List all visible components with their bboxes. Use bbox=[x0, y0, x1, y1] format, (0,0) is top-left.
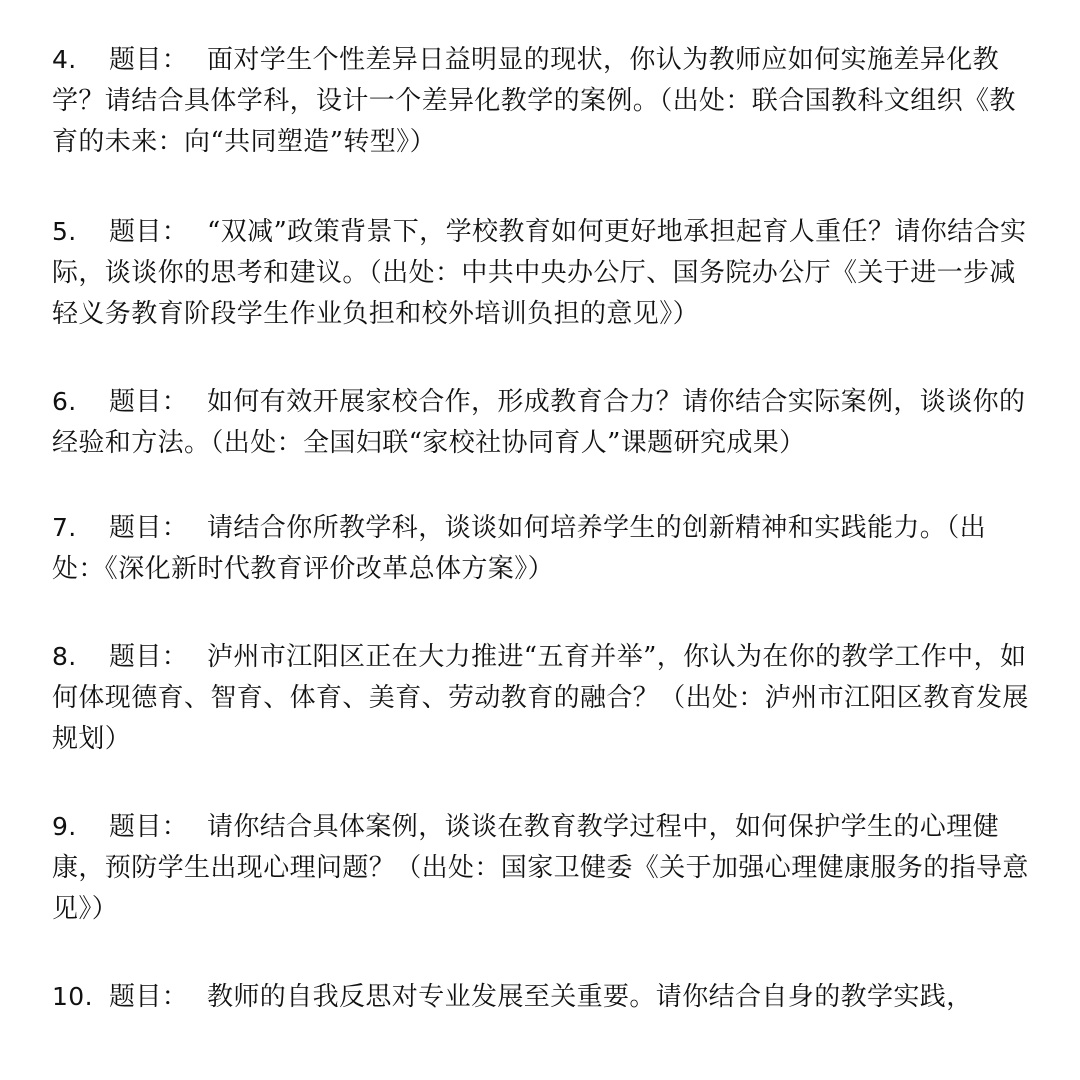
question-7 bbox=[52, 507, 1037, 590]
question-10 bbox=[52, 976, 1037, 1018]
question-number: 10. bbox=[52, 982, 93, 1011]
question-9 bbox=[52, 806, 1037, 930]
question-number: 7. bbox=[52, 513, 77, 542]
question-text: 泸州市江阳区正在大力推进“五育并举”，你认为在你的教学工作中，如何体现德育、智育、体育、美育、劳动教育的融合？（出处：泸州市江阳区教育发展规划） bbox=[52, 642, 1029, 754]
question-8 bbox=[52, 636, 1037, 760]
question-number: 6. bbox=[52, 387, 77, 416]
question-label: 题目： bbox=[109, 45, 189, 75]
question-text: 教师的自我反思对专业发展至关重要。请你结合自身的教学实践， bbox=[207, 982, 973, 1012]
question-4 bbox=[52, 39, 1037, 163]
question-number: 5. bbox=[52, 217, 77, 246]
question-6 bbox=[52, 381, 1037, 464]
question-label: 题目： bbox=[109, 642, 189, 672]
question-text: 请你结合具体案例，谈谈在教育教学过程中，如何保护学生的心理健康，预防学生出现心理问题？（出处：国家卫健委《关于加强心理健康服务的指导意见》） bbox=[52, 812, 1029, 924]
question-number: 9. bbox=[52, 812, 77, 841]
question-label: 题目： bbox=[109, 812, 189, 842]
question-text: 如何有效开展家校合作，形成教育合力？请你结合实际案例，谈谈你的经验和方法。（出处：全国妇联“家校社协同育人”课题研究成果） bbox=[52, 387, 1026, 458]
question-label: 题目： bbox=[109, 217, 189, 247]
question-text: 请结合你所教学科，谈谈如何培养学生的创新精神和实践能力。（出处：《深化新时代教育评价改革总体方案》） bbox=[52, 513, 987, 584]
question-label: 题目： bbox=[109, 387, 189, 417]
question-number: 4. bbox=[52, 45, 77, 74]
question-text: 面对学生个性差异日益明显的现状，你认为教师应如何实施差异化教学？请结合具体学科，设计一个差异化教学的案例。（出处：联合国教科文组织《教育的未来：向“共同塑造”转型》） bbox=[52, 45, 1016, 157]
question-number: 8. bbox=[52, 642, 77, 671]
question-label: 题目： bbox=[109, 513, 189, 543]
question-text: “双减”政策背景下，学校教育如何更好地承担起育人重任？请你结合实际，谈谈你的思考和建议。（出处：中共中央办公厅、国务院办公厅《关于进一步减轻义务教育阶段学生作业负担和校外培训负担的意见》） bbox=[52, 217, 1027, 329]
question-5 bbox=[52, 211, 1037, 335]
question-label: 题目： bbox=[109, 982, 189, 1012]
